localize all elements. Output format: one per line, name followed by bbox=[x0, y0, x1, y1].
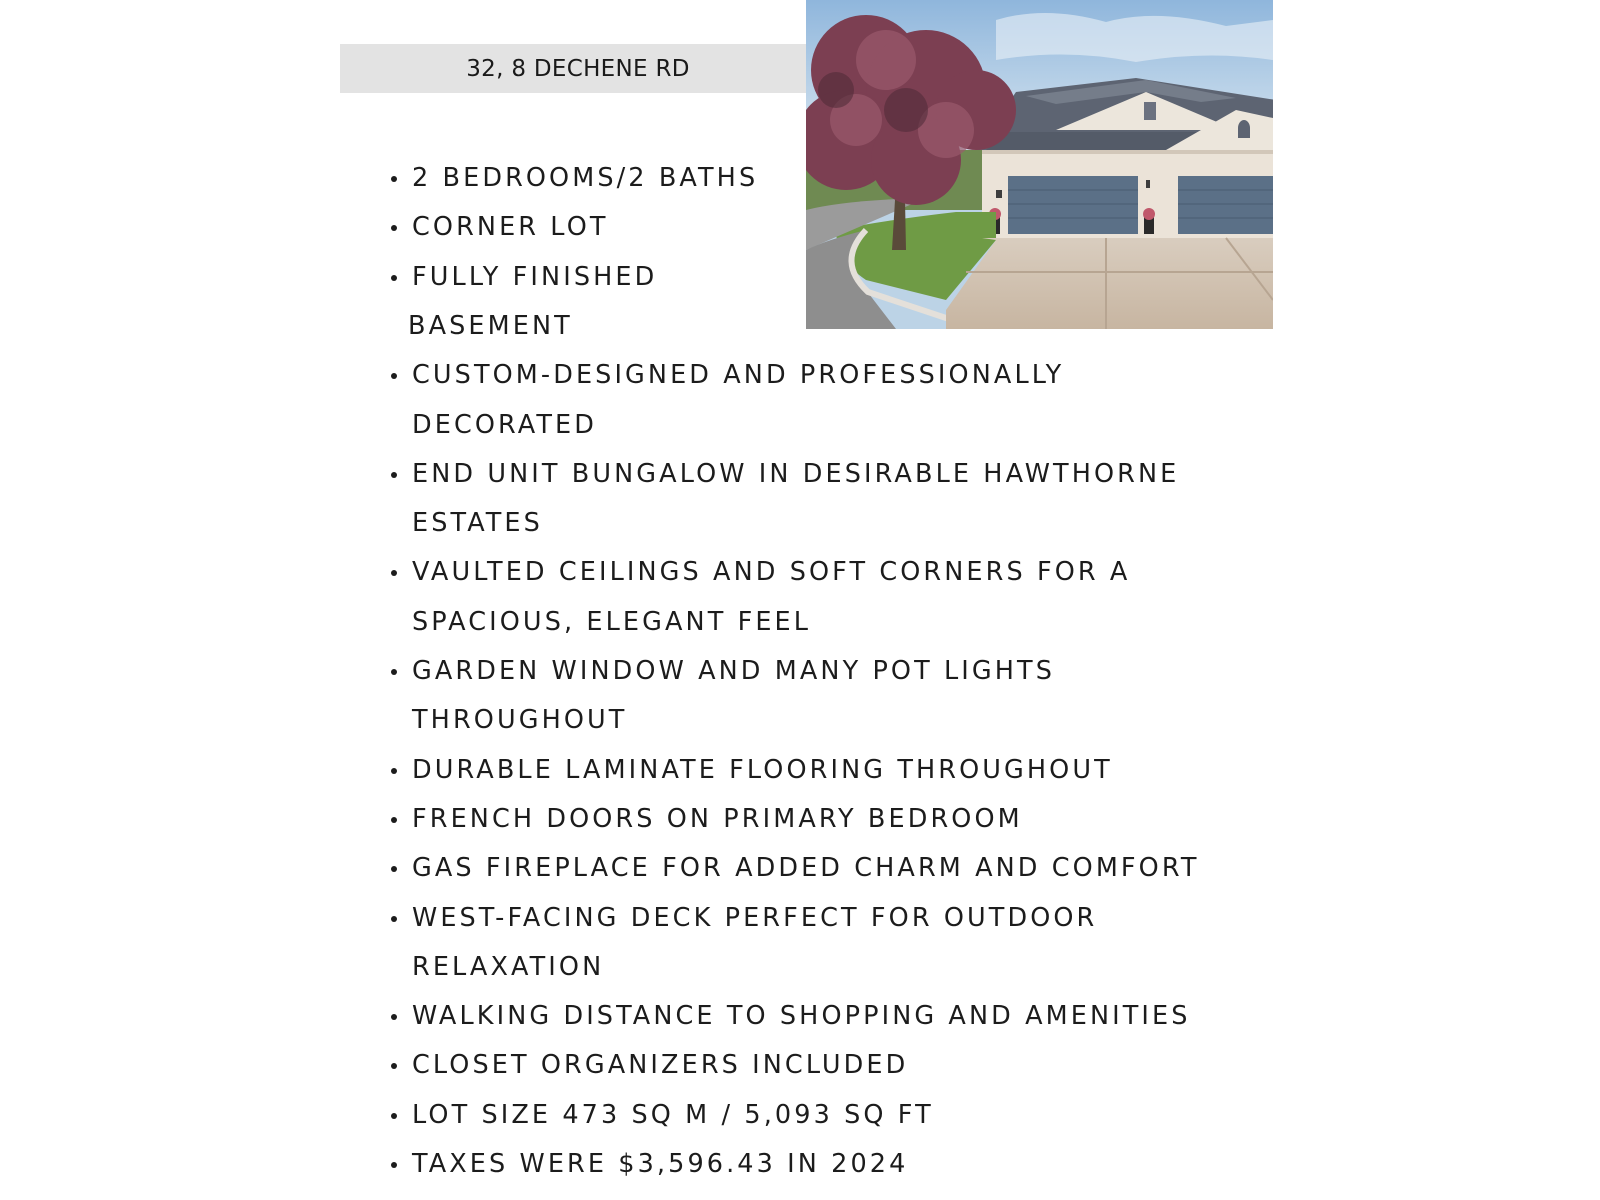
feature-text: FULLY FINISHED bbox=[412, 261, 658, 292]
feature-text: THROUGHOUT bbox=[412, 705, 628, 736]
feature-text: VAULTED CEILINGS AND SOFT CORNERS FOR A bbox=[412, 557, 1131, 588]
feature-bullet bbox=[391, 916, 397, 922]
feature-text: 2 BEDROOMS/2 BATHS bbox=[412, 163, 759, 193]
feature-bullet bbox=[391, 472, 397, 478]
feature-text: CORNER LOT bbox=[412, 212, 609, 243]
feature-text: CUSTOM-DESIGNED AND PROFESSIONALLY bbox=[412, 360, 1065, 391]
feature-text: LOT SIZE 473 SQ M / 5,093 SQ FT bbox=[412, 1099, 934, 1130]
feature-bullet bbox=[391, 570, 397, 576]
feature-bullet bbox=[391, 1014, 397, 1020]
feature-bullet bbox=[391, 866, 397, 872]
feature-text: GARDEN WINDOW AND MANY POT LIGHTS bbox=[412, 656, 1056, 686]
feature-text: END UNIT BUNGALOW IN DESIRABLE HAWTHORNE bbox=[412, 458, 1180, 489]
feature-text: TAXES WERE $3,596.43 IN 2024 bbox=[412, 1149, 909, 1179]
feature-text: ESTATES bbox=[412, 508, 543, 539]
feature-bullet bbox=[391, 176, 397, 182]
feature-text: GAS FIREPLACE FOR ADDED CHARM AND COMFORT bbox=[412, 853, 1200, 884]
feature-bullet bbox=[391, 817, 397, 823]
feature-bullet bbox=[391, 1063, 397, 1069]
feature-bullet bbox=[391, 1113, 397, 1119]
feature-bullet bbox=[391, 373, 397, 379]
house-photo bbox=[806, 0, 1273, 329]
feature-bullet bbox=[391, 669, 397, 675]
feature-bullet bbox=[391, 1162, 397, 1168]
address-title: 32, 8 DECHENE RD bbox=[466, 55, 690, 82]
feature-text: SPACIOUS, ELEGANT FEEL bbox=[412, 606, 812, 637]
feature-bullet bbox=[391, 225, 397, 231]
feature-text: BASEMENT bbox=[408, 310, 573, 341]
feature-text: CLOSET ORGANIZERS INCLUDED bbox=[412, 1050, 909, 1081]
feature-text: FRENCH DOORS ON PRIMARY BEDROOM bbox=[412, 803, 1023, 834]
address-banner bbox=[340, 44, 806, 93]
feature-bullet bbox=[391, 275, 397, 281]
feature-bullet bbox=[391, 768, 397, 774]
feature-text: WALKING DISTANCE TO SHOPPING AND AMENITIES bbox=[412, 1001, 1191, 1032]
feature-text: DECORATED bbox=[412, 409, 597, 440]
feature-text: RELAXATION bbox=[412, 951, 605, 982]
feature-text: WEST-FACING DECK PERFECT FOR OUTDOOR bbox=[412, 902, 1098, 933]
feature-text: DURABLE LAMINATE FLOORING THROUGHOUT bbox=[412, 754, 1113, 785]
